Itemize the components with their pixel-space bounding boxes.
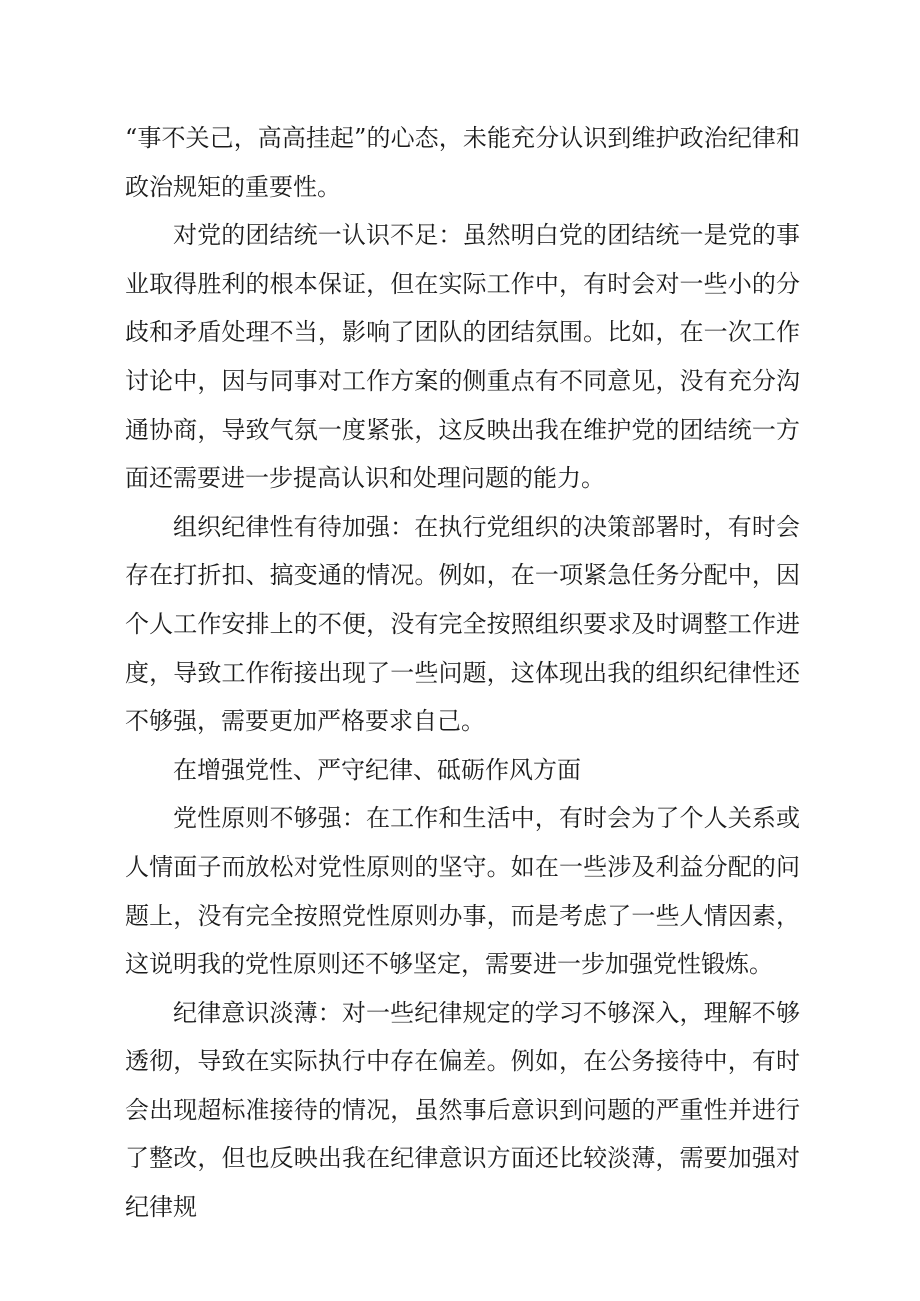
paragraph-continuation: “事不关己，高高挂起”的心态，未能充分认识到维护政治纪律和政治规矩的重要性。	[125, 124, 800, 201]
paragraph-organizational-discipline: 组织纪律性有待加强：在执行党组织的决策部署时，有时会存在打折扣、搞变通的情况。例如，在一项紧急任务分配中，因个人工作安排上的不便，没有完全按照组织要求及时调整工作进度，导致工作衔接出现了一些问题，这体现出我的组织纪律性还不够强，需要更加严格要求自己。	[125, 512, 800, 736]
document-body	[125, 114, 800, 1232]
paragraph-party-principle: 党性原则不够强：在工作和生活中，有时会为了个人关系或人情面子而放松对党性原则的坚守。如在一些涉及利益分配的问题上，没有完全按照党性原则办事，而是考虑了一些人情因素，这说明我的党性原则还不够坚定，需要进一步加强党性锻炼。	[125, 804, 800, 979]
paragraph-discipline-awareness: 纪律意识淡薄：对一些纪律规定的学习不够深入，理解不够透彻，导致在实际执行中存在偏差。例如，在公务接待中，有时会出现超标准接待的情况，虽然事后意识到问题的严重性并进行了整改，但也反映出我在纪律意识方面还比较淡薄，需要加强对纪律规	[125, 998, 800, 1222]
section-heading: 在增强党性、严守纪律、砥砺作风方面	[173, 755, 581, 784]
paragraph-party-unity: 对党的团结统一认识不足：虽然明白党的团结统一是党的事业取得胜利的根本保证，但在实际工作中，有时会对一些小的分歧和矛盾处理不当，影响了团队的团结氛围。比如，在一次工作讨论中，因与同事对工作方案的侧重点有不同意见，没有充分沟通协商，导致气氛一度紧张，这反映出我在维护党的团结统一方面还需要进一步提高认识和处理问题的能力。	[125, 221, 800, 493]
